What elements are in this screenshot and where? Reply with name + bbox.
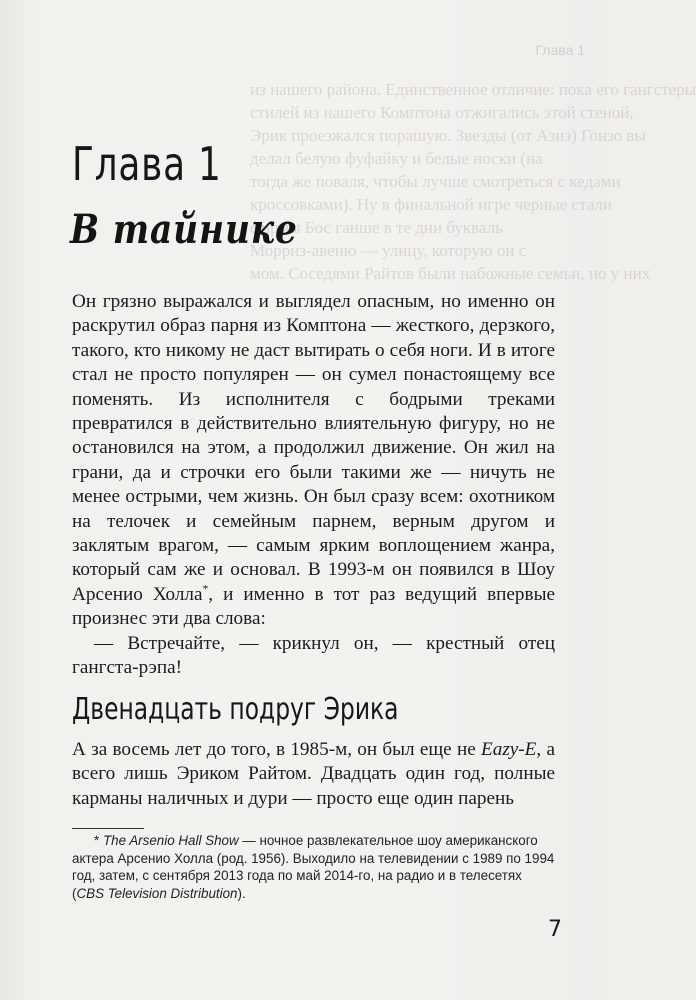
- bleed-line: из нашего района. Единственное отличие: пока его гангстеры: [250, 80, 696, 99]
- footnote-end: ).: [237, 885, 246, 901]
- page-number: 7: [548, 917, 562, 942]
- chapter-body: [72, 290, 555, 681]
- section-body: [72, 738, 555, 811]
- chapter-subtitle: В тайнике: [70, 206, 298, 253]
- body-paragraph: [72, 290, 555, 632]
- show-name: The Arsenio Hall Show: [102, 833, 239, 848]
- running-head-bleed: Глава 1: [535, 42, 585, 58]
- paragraph-text-end: , и именно в тот раз ведущий впервые произнес эти два слова:: [72, 583, 555, 630]
- bleed-through-text: [250, 78, 696, 285]
- section-text-end: , а всего лишь Эриком Райтом. Двадцать один год, полные карманы наличных и дури — просто еще один парень: [72, 739, 555, 809]
- footnote-text: — ночное развлекательное шоу американского актера Арсенио Холла (род. 1956). Выходило на телевидении с 1989 по 1994 год, затем, с сентября 2013 года по май 2014-го, на радио и в телесетях (: [72, 833, 555, 901]
- network-name: CBS Television Distribution: [76, 885, 238, 901]
- footnote-rule: [72, 828, 144, 829]
- footnote: [72, 832, 555, 902]
- paragraph-text: Он грязно выражался и выглядел опасным, но именно он раскрутил образ парня из Комптона — жесткого, дерзкого, такого, кто никому не даст вытирать о себя ноги. И в итоге стал не просто популярен — он сумел понастоящему все поменять. Из исполнителя с бодрыми треками превратился в действительно влиятельную фигуру, но не остановился на этом, а продолжил движение. Он жил на грани, да и строчки его были такими же — ничуть не менее острыми, чем жизнь. Он был сразу всем: охотником на телочек и семейным парнем, верным другом и заклятым врагом, — самым ярким воплощением жанра, который сам же и основал. В 1993-м он появился в Шоу Арсенио Холла: [72, 291, 555, 605]
- section-title: Двенадцать подруг Эрика: [72, 692, 399, 727]
- footnote-paragraph: [72, 832, 555, 902]
- artist-name: Eazy-E: [481, 739, 537, 760]
- section-text: А за восемь лет до того, в 1985-м, он был еще не: [72, 739, 481, 760]
- bleed-line: Морриз-авеню — улицу, которую он с: [250, 241, 527, 260]
- section-paragraph: [72, 738, 555, 811]
- bleed-line: делал белую фуфайку и белые носки (на: [250, 149, 543, 168]
- bleed-line: Эрик проезжался порашую. Звезды (от Азиз) Гонзо вы: [250, 126, 646, 145]
- bleed-line: кроссовками). Ну в финальной игре черные стали: [250, 195, 612, 214]
- bleed-line: мом. Соседями Райтов были набожные семьи, но у них: [250, 264, 651, 283]
- chapter-title: Глава 1: [72, 137, 222, 191]
- footnote-mark-label: *: [94, 833, 100, 848]
- dialogue-line: — Встречайте, — крикнул он, — крестный отец гангста-рэпа!: [72, 632, 555, 679]
- footnote-mark: *: [202, 583, 209, 596]
- bleed-line: тогда же поваля, чтобы лучше смотреться с кедами: [250, 172, 621, 191]
- bleed-line: стилей из нашего Комптона отжигались этой стеной,: [250, 103, 634, 122]
- bleed-line: фирмы Бос ганше в те дни букваль: [250, 218, 503, 237]
